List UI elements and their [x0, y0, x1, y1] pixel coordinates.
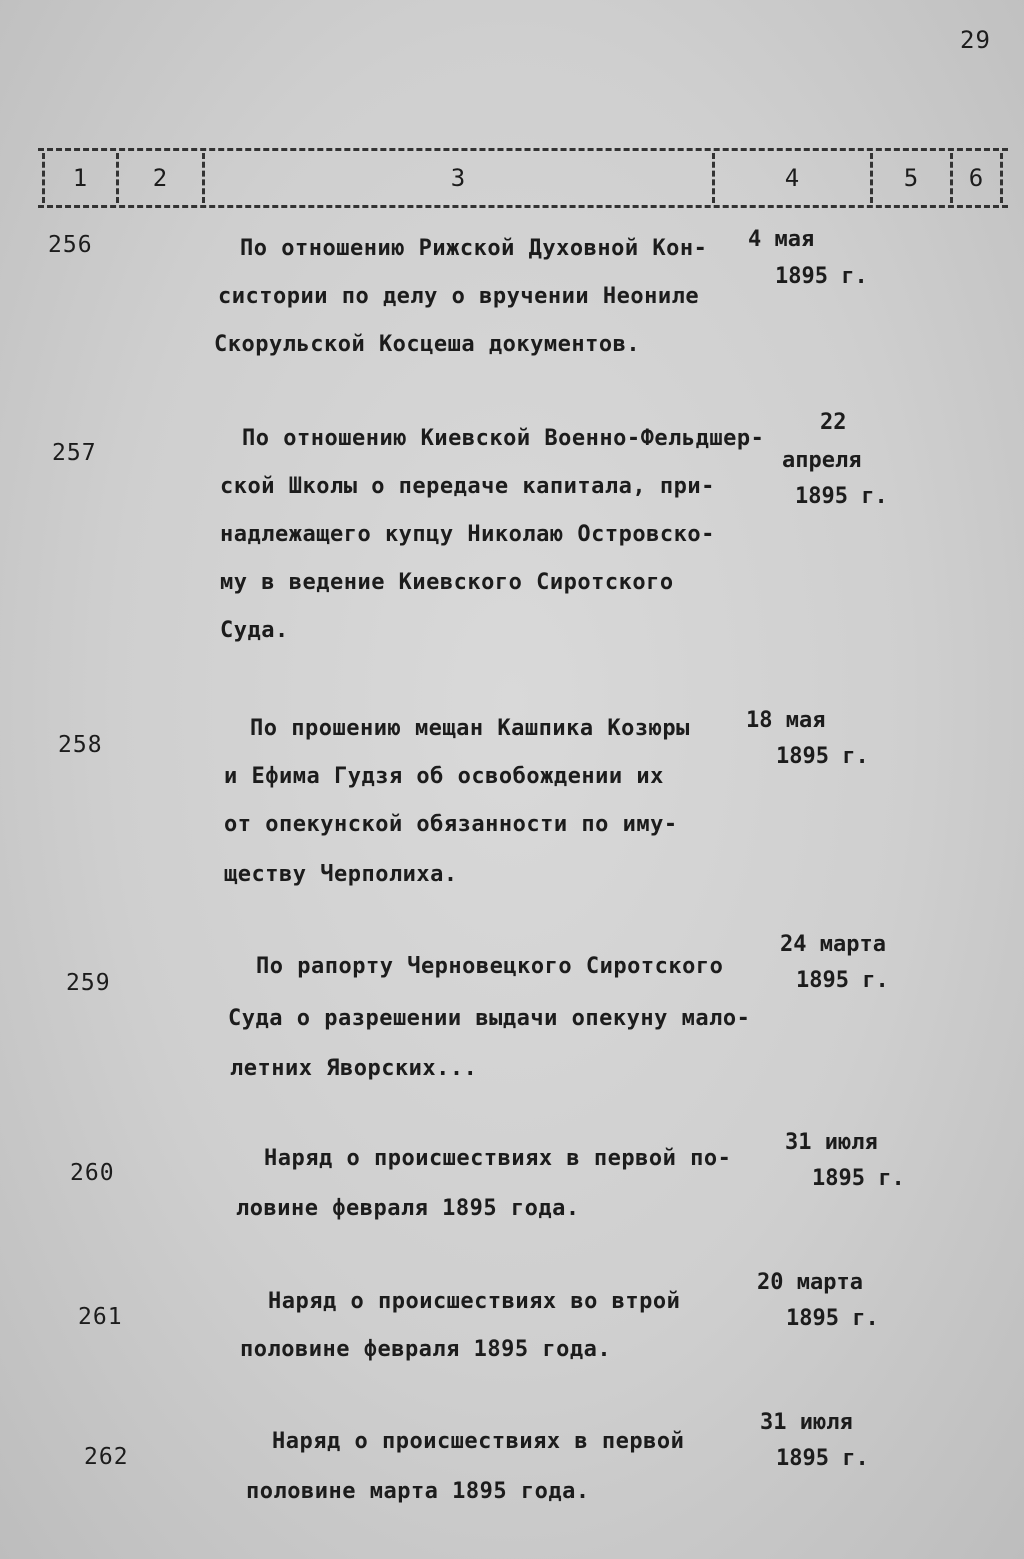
- record-date-line: 1895 г.: [775, 264, 868, 289]
- record-date-line: 31 июля: [760, 1410, 853, 1435]
- record-description-line: ществу Черполиха.: [224, 862, 458, 887]
- record-date-line: 18 мая: [746, 708, 826, 733]
- record-number: 262: [84, 1444, 129, 1470]
- record-description-line: летних Яворских...: [230, 1056, 478, 1081]
- record-number: 257: [52, 440, 97, 466]
- record-description-line: Скорульской Косцеша документов.: [214, 332, 641, 357]
- column-header-2: 2: [152, 164, 168, 192]
- record-description-line: Наряд о происшествиях в первой по-: [264, 1146, 732, 1171]
- record-date-line: апреля: [782, 448, 862, 473]
- record-number: 261: [78, 1304, 123, 1330]
- column-header-6: 6: [968, 164, 984, 192]
- record-description-line: половине февраля 1895 года.: [240, 1337, 612, 1362]
- record-date-line: 31 июля: [785, 1130, 878, 1155]
- record-number: 258: [58, 732, 103, 758]
- record-number: 259: [66, 970, 111, 996]
- record-description-line: Наряд о происшествиях в первой: [272, 1429, 685, 1454]
- record-date-line: 4 мая: [748, 227, 815, 252]
- column-separator: [1000, 153, 1003, 203]
- record-description-line: ской Школы о передаче капитала, при-: [220, 474, 715, 499]
- record-description-line: Суда о разрешении выдачи опекуну мало-: [228, 1006, 751, 1031]
- record-date-line: 22: [820, 410, 847, 435]
- record-description-line: му в ведение Киевского Сиротского: [220, 570, 674, 595]
- record-date-line: 1895 г.: [795, 484, 888, 509]
- column-header-5: 5: [903, 164, 919, 192]
- column-header-3: 3: [450, 164, 466, 192]
- column-header-row: [38, 148, 1008, 208]
- record-description-line: Наряд о происшествиях во втрой: [268, 1289, 681, 1314]
- record-date-line: 1895 г.: [812, 1166, 905, 1191]
- record-date-line: 20 марта: [757, 1270, 863, 1295]
- record-description-line: По отношению Рижской Духовной Кон-: [240, 236, 708, 261]
- record-description-line: По отношению Киевской Военно-Фельдшер-: [242, 426, 765, 451]
- record-date-line: 1895 г.: [776, 744, 869, 769]
- record-description-line: и Ефима Гудзя об освобождении их: [224, 764, 664, 789]
- record-date-line: 1895 г.: [786, 1306, 879, 1331]
- column-header-4: 4: [784, 164, 800, 192]
- record-description-line: Суда.: [220, 618, 289, 643]
- record-date-line: 24 марта: [780, 932, 886, 957]
- record-description-line: ловине февраля 1895 года.: [236, 1196, 580, 1221]
- record-description-line: надлежащего купцу Николаю Островско-: [220, 522, 715, 547]
- record-description-line: По прошению мещан Кашпика Козюры: [250, 716, 690, 741]
- record-description-line: половине марта 1895 года.: [246, 1479, 590, 1504]
- record-number: 260: [70, 1160, 115, 1186]
- record-description-line: от опекунской обязанности по иму-: [224, 812, 678, 837]
- page-number: 29: [960, 26, 991, 54]
- column-header-1: 1: [72, 164, 88, 192]
- record-date-line: 1895 г.: [776, 1446, 869, 1471]
- record-number: 256: [48, 232, 93, 258]
- record-date-line: 1895 г.: [796, 968, 889, 993]
- record-description-line: систории по делу о вручении Неониле: [218, 284, 700, 309]
- record-description-line: По рапорту Черновецкого Сиротского: [256, 954, 724, 979]
